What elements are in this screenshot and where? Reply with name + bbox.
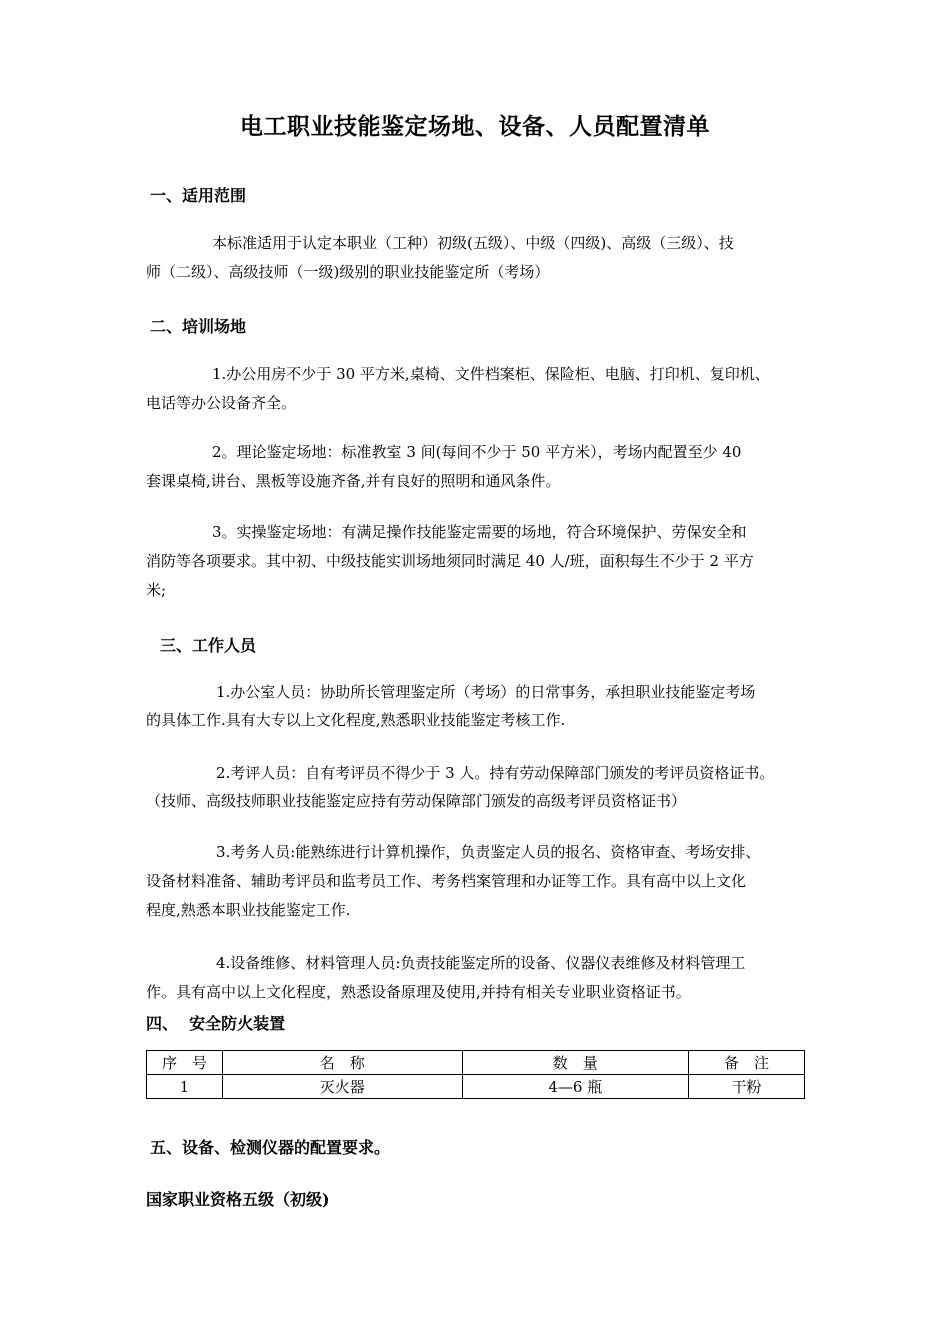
table-header-row	[147, 1051, 805, 1075]
paragraph-line: 本标准适用于认定本职业（工种）初级(五级）、中级（四级)、高级（三级）、技	[212, 234, 734, 252]
table-header-cell: 数 量	[462, 1051, 689, 1075]
table-header-cell: 序 号	[147, 1051, 223, 1075]
paragraph-line: 3。实操鉴定场地：有满足操作技能鉴定需要的场地，符合环境保护、劳保安全和	[212, 523, 747, 541]
paragraph-line: 作。具有高中以上文化程度，熟悉设备原理及使用,并持有相关专业职业资格证书。	[146, 983, 691, 1001]
paragraph-line: 2.考评人员：自有考评员不得少于 3 人。持有劳动保障部门颁发的考评员资格证书。	[216, 764, 775, 782]
section-heading-staff: 三、工作人员	[160, 636, 257, 655]
section-heading-training-site: 二、培训场地	[150, 317, 247, 336]
table-cell: 灭火器	[222, 1075, 462, 1099]
paragraph-line: （技师、高级技师职业技能鉴定应持有劳动保障部门颁发的高级考评员资格证书）	[146, 792, 687, 810]
paragraph-line: 套课桌椅,讲台、黑板等设施齐备,并有良好的照明和通风条件。	[146, 472, 561, 490]
level-heading: 国家职业资格五级（初级)	[146, 1190, 330, 1209]
paragraph-line: 的具体工作.具有大专以上文化程度,熟悉职业技能鉴定考核工作.	[146, 711, 566, 729]
table-cell: 4—6 瓶	[462, 1075, 689, 1099]
paragraph-line: 3.考务人员:能熟练进行计算机操作，负责鉴定人员的报名、资格审查、考场安排、	[216, 843, 761, 861]
section-heading-fire-safety: 四、 安全防火装置	[146, 1014, 286, 1033]
page-title: 电工职业技能鉴定场地、设备、人员配置清单	[240, 113, 710, 140]
table-row	[147, 1075, 805, 1099]
paragraph-line: 米;	[146, 581, 167, 599]
paragraph-line: 程度,熟悉本职业技能鉴定工作.	[146, 901, 351, 919]
paragraph-line: 4.设备维修、材料管理人员:负责技能鉴定所的设备、仪器仪表维修及材料管理工	[216, 954, 746, 972]
paragraph-line: 2。理论鉴定场地：标准教室 3 间(每间不少于 50 平方米），考场内配置至少 40	[212, 443, 742, 461]
table-header-cell: 备 注	[689, 1051, 805, 1075]
section-heading-equipment: 五、设备、检测仪器的配置要求。	[150, 1138, 391, 1157]
paragraph-line: 消防等各项要求。其中初、中级技能实训场地须同时满足 40 人/班，面积每生不少于 2 平方	[146, 552, 754, 570]
table-header-cell: 名 称	[222, 1051, 462, 1075]
paragraph-line: 1.办公室人员：协助所长管理鉴定所（考场）的日常事务，承担职业技能鉴定考场	[216, 683, 756, 701]
paragraph-line: 设备材料准备、辅助考评员和监考员工作、考务档案管理和办证等工作。具有高中以上文化	[146, 872, 747, 890]
paragraph-line: 师（二级）、高级技师（一级)级别的职业技能鉴定所（考场）	[146, 263, 550, 281]
section-heading-scope: 一、适用范围	[150, 186, 247, 205]
fire-equipment-table	[146, 1050, 805, 1099]
table-cell: 1	[147, 1075, 223, 1099]
table-cell: 干粉	[689, 1075, 805, 1099]
paragraph-line: 电话等办公设备齐全。	[146, 394, 297, 412]
paragraph-line: 1.办公用房不少于 30 平方米,桌椅、文件档案柜、保险柜、电脑、打印机、复印机、	[212, 365, 770, 383]
